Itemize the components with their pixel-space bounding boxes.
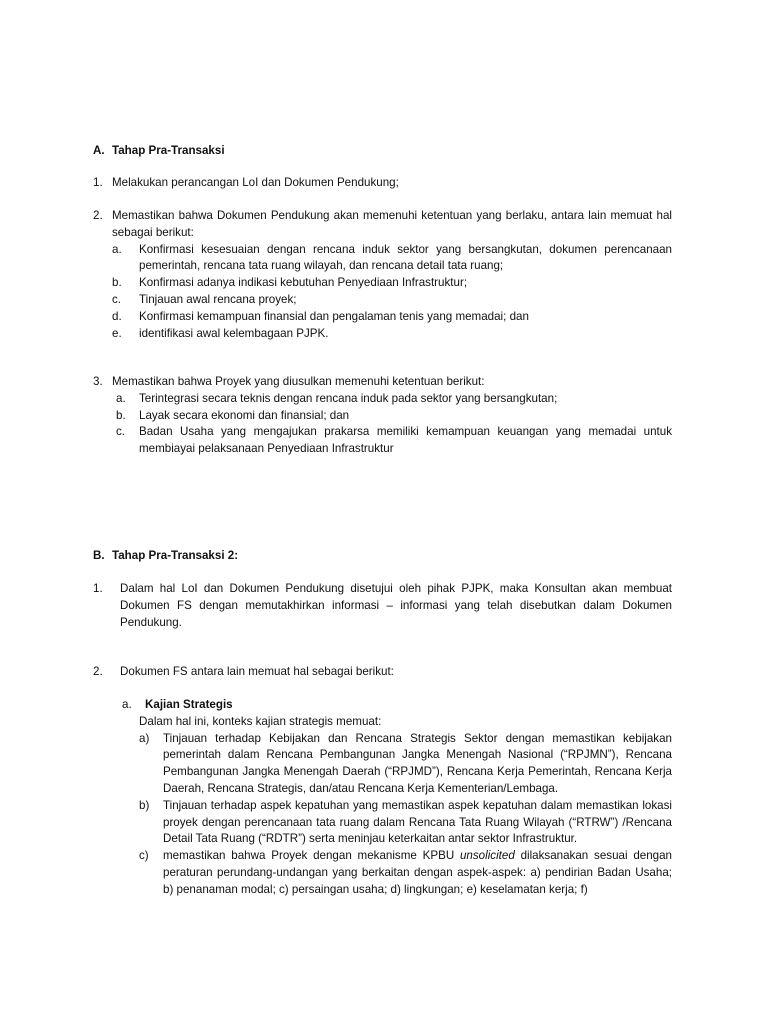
sub-list-label: b. <box>116 408 126 422</box>
point-text-pre: memastikan bahwa Proyek dengan mekanisme KPBU <box>163 849 460 863</box>
kajian-point <box>0 798 672 848</box>
point-text-italic: unsolicited <box>459 849 515 863</box>
section-a-heading-text: Tahap Pra-Transaksi <box>112 144 225 157</box>
list-item-text: Memastikan bahwa Dokumen Pendukung akan memenuhi ketentuan yang berlaku, antara lain memuat hal sebagai berikut: <box>112 209 672 239</box>
list-item-text: Dokumen FS antara lain memuat hal sebagai berikut: <box>120 665 394 678</box>
sub-list-item <box>0 391 672 408</box>
sub-list-item <box>0 275 672 292</box>
sub-list-label: b. <box>112 276 122 290</box>
list-number: 3. <box>93 375 103 388</box>
sub-list-label: d. <box>112 309 122 323</box>
sub-list-item <box>0 309 672 326</box>
sub-list-item <box>0 326 672 343</box>
point-label: b) <box>139 798 150 812</box>
section-b-heading-label: B. <box>93 549 105 562</box>
list-number: 1. <box>93 582 103 595</box>
section-b-item-1 <box>0 581 672 631</box>
section-a-heading-label: A. <box>93 144 105 157</box>
sub-list-label: a. <box>122 698 132 711</box>
point-text: Tinjauan terhadap Kebijakan dan Rencana Strategis Sektor dengan memastikan kebijakan pemerintah dalam Rencana Pembangunan Jangka Menengah Nasional (“RPJMN”), Rencana Pembangunan Jangka Menengah Daerah (“RPJMD”), Rencana Kerja Pemerintah, Rencana Kerja Daerah, Rencana Strategis, dan/atau Rencana Kerja Kementerian/Lembaga. <box>163 731 672 795</box>
list-number: 2. <box>93 209 103 222</box>
point-text-post: dilaksanakan sesuai dengan peraturan perundang-undangan yang berkaitan dengan aspek-aspek: a) pendirian Badan Usaha; b) penanaman modal; c) persaingan usaha; d) lingkungan; e) keselamatan kerja; f) <box>163 849 673 896</box>
kajian-strategis <box>0 697 672 899</box>
sub-list-text: Badan Usaha yang mengajukan prakarsa memiliki kemampuan keuangan yang memadai untuk membiayai pelaksanaan Penyediaan Infrastruktur <box>139 425 672 456</box>
point-text: Tinjauan terhadap aspek kepatuhan yang memastikan aspek kepatuhan dalam memastikan lokasi proyek dengan perencanaan tata ruang dalam Rencana Tata Ruang Wilayah (“RTRW”) /Rencana Detail Tata Ruang (“RDTR”) serta meninjau keterkaitan antar sektor Infrastruktur. <box>163 798 672 846</box>
sub-list-text: Tinjauan awal rencana proyek; <box>139 292 297 306</box>
kajian-strategis-title: Kajian Strategis <box>145 698 233 711</box>
sub-list-item <box>0 292 672 309</box>
list-item-text: Memastikan bahwa Proyek yang diusulkan memenuhi ketentuan berikut: <box>112 375 485 388</box>
list-number: 2. <box>93 665 103 678</box>
sub-list-text: Konfirmasi kesesuaian dengan rencana induk sektor yang bersangkutan, dokumen perencanaan pemerintah, rencana tata ruang wilayah, dan rencana detail tata ruang; <box>139 242 672 273</box>
sub-list-label: c. <box>116 425 126 439</box>
section-a-item-2 <box>0 208 672 342</box>
list-item-text: Melakukan perancangan LoI dan Dokumen Pendukung; <box>112 176 399 189</box>
section-b-item-2 <box>0 664 672 681</box>
sub-list-item <box>0 424 672 458</box>
sub-list-text: identifikasi awal kelembagaan PJPK. <box>139 326 329 340</box>
sub-list-label: c. <box>112 292 122 306</box>
point-label: c) <box>139 849 149 863</box>
kajian-point <box>0 731 672 798</box>
kajian-point <box>0 848 672 898</box>
sub-list-text: Terintegrasi secara teknis dengan rencana induk pada sektor yang bersangkutan; <box>139 391 558 405</box>
list-item-text: Dalam hal LoI dan Dokumen Pendukung disetujui oleh pihak PJPK, maka Konsultan akan membuat Dokumen FS dengan memutakhirkan informasi – informasi yang telah disebutkan dalam Dokumen Pendukung. <box>120 582 672 629</box>
sub-list-text: Konfirmasi adanya indikasi kebutuhan Penyediaan Infrastruktur; <box>139 276 468 290</box>
kajian-strategis-intro: Dalam hal ini, konteks kajian strategis memuat: <box>139 714 382 728</box>
list-number: 1. <box>93 176 103 189</box>
point-label: a) <box>139 731 150 745</box>
sub-list-label: a. <box>112 242 122 256</box>
sub-list-label: e. <box>112 326 122 340</box>
point-text <box>163 848 672 898</box>
section-b-heading-text: Tahap Pra-Transaksi 2: <box>112 549 239 562</box>
sub-list-text: Layak secara ekonomi dan finansial; dan <box>139 408 350 422</box>
sub-list-item <box>0 408 672 425</box>
sub-list-text: Konfirmasi kemampuan finansial dan pengalaman tenis yang memadai; dan <box>139 309 529 323</box>
sub-list-item <box>0 242 672 276</box>
section-a-item-3 <box>0 374 672 458</box>
sub-list-label: a. <box>116 391 126 405</box>
